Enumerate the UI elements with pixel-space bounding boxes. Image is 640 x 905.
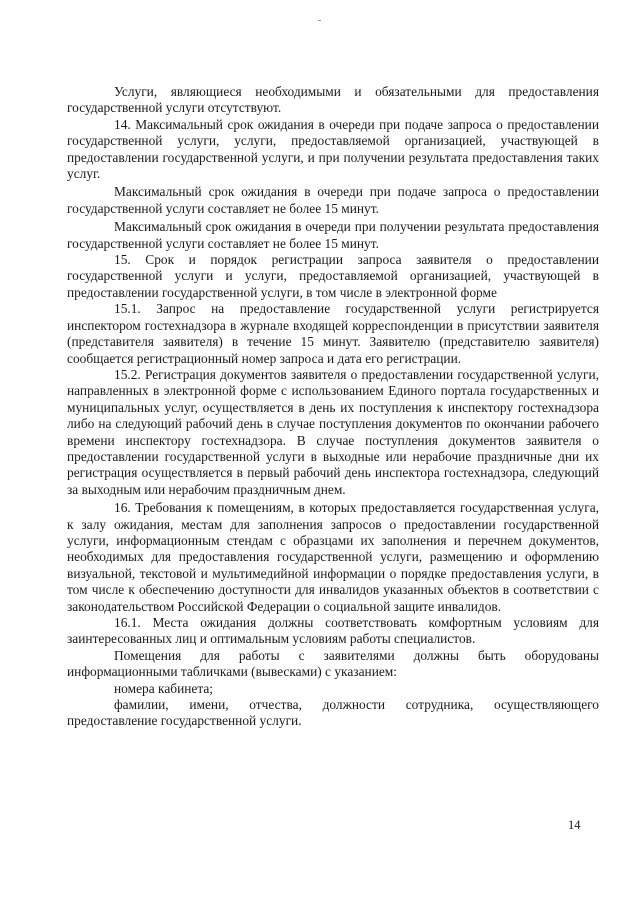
paragraph-7: 15.2. Регистрация документов заявителя о предоставлении государственной услуги, направленных в электронной форме с использованием Единого портала государственных и муниципальных услуг, осуществляется в день их поступления к инспектору гостехнадзора либо на следующий рабочий день в случае поступления документов по окончании рабочего времени инспектору гостехнадзора. В случае поступления документов заявителя о предоставлении государственной услуги в выходные или нерабочие праздничные дни их регистрация осуществляется в первый рабочий день инспектора гостехнадзора, следующий за выходным или нерабочим праздничным днем. (67, 366, 599, 497)
paragraph-10: Помещения для работы с заявителями должны быть оборудованы информационными табличками (вывесками) с указанием: (67, 647, 599, 680)
paragraph-8: 16. Требования к помещениям, в которых предоставляется государственная услуга, к залу ожидания, местам для заполнения запросов о предоставлении государственной услуги, информационным стендам с образцами их заполнения и перечнем документов, необходимых для предоставления государственной услуги, размещению и оформлению визуальной, текстовой и мультимедийной информации о порядке предоставления услуги, в том числе к обеспечению доступности для инвалидов указанных объектов в соответствии с законодательством Российской Федерации о социальной защите инвалидов. (67, 500, 599, 614)
paragraph-2: 14. Максимальный срок ожидания в очереди при подаче запроса о предоставлении государственной услуги, услуги, предоставляемой организацией, участвующей в предоставлении государственной услуги, и при получении результата предоставления таких услуг. (67, 116, 599, 182)
paragraph-6: 15.1. Запрос на предоставление государственной услуги регистрируется инспектором гостехнадзора в журнале входящей корреспонденции в присутствии заявителя (представителя заявителя) в течение 15 минут. Заявителю (представителю заявителя) сообщается регистрационный номер запроса и дата его регистрации. (67, 301, 599, 366)
paragraph-11: номера кабинета; (114, 680, 214, 696)
paragraph-5: 15. Срок и порядок регистрации запроса заявителя о предоставлении государственной услуги и услуги, предоставляемой организацией, участвующей в предоставлении государственной услуги, в том числе в электронной форме (67, 252, 599, 300)
document-body (67, 84, 599, 730)
paragraph-1: Услуги, являющиеся необходимыми и обязательными для предоставления государственной услуги отсутствуют. (67, 84, 599, 116)
paragraph-3: Максимальный срок ожидания в очереди при подаче запроса о предоставлении государственной услуги составляет не более 15 минут. (67, 184, 599, 216)
paragraph-12: фамилии, имени, отчества, должности сотрудника, осуществляющего предоставление государственной услуги. (67, 697, 599, 729)
paragraph-9: 16.1. Места ожидания должны соответствовать комфортным условиям для заинтересованных лиц и оптимальным условиям работы специалистов. (67, 615, 599, 647)
page-number: 14 (568, 818, 581, 832)
paragraph-4: Максимальный срок ожидания в очереди при получении результата предоставления государственной услуги составляет не более 15 минут. (67, 219, 599, 251)
scan-mark (318, 20, 321, 21)
